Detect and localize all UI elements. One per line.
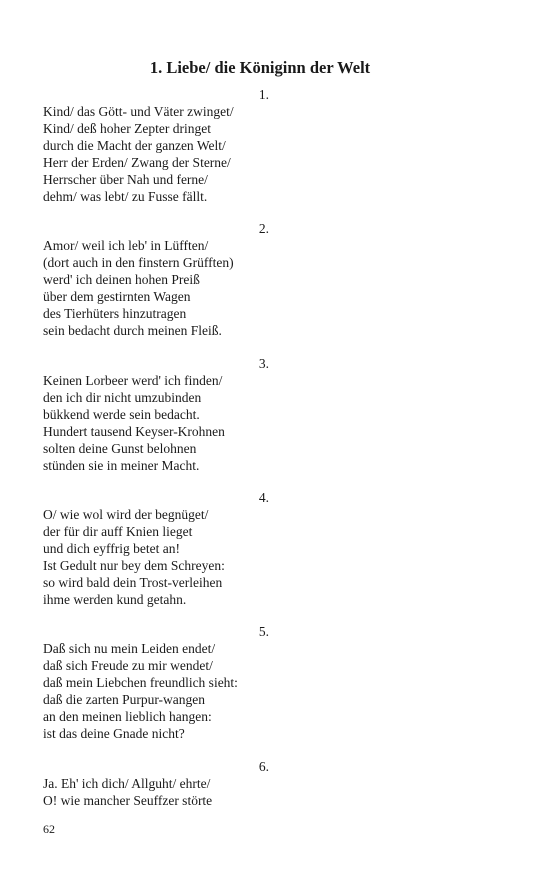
verse-line: über dem gestirnten Wagen xyxy=(43,289,191,304)
verse-line: der für dir auff Knien lieget xyxy=(43,524,193,539)
verse-line: an den meinen lieblich hangen: xyxy=(43,709,212,724)
stanza-number: 1. xyxy=(258,87,269,102)
verse-line: dehm/ was lebt/ zu Fusse fällt. xyxy=(43,189,208,204)
verse-line: so wird bald dein Trost-verleihen xyxy=(43,575,223,590)
verse-line: Ist Gedult nur bey dem Schreyen: xyxy=(43,558,225,573)
verse-line: Herr der Erden/ Zwang der Sterne/ xyxy=(43,155,231,170)
stanza-1 xyxy=(43,86,269,205)
poem-title: 1. Liebe/ die Königinn der Welt xyxy=(149,58,371,77)
stanza-number: 6. xyxy=(258,759,269,774)
verse-line: Keinen Lorbeer werd' ich finden/ xyxy=(43,373,223,388)
stanza-number: 5. xyxy=(258,624,269,639)
verse-line: ihme werden kund getahn. xyxy=(43,592,187,607)
stanza-number: 4. xyxy=(258,490,269,505)
stanza-5 xyxy=(43,623,269,742)
verse-line: Amor/ weil ich leb' in Lüfften/ xyxy=(43,238,209,253)
stanza-4 xyxy=(43,489,269,608)
verse-line: des Tierhüters hinzutragen xyxy=(43,306,187,321)
verse-line: werd' ich deinen hohen Preiß xyxy=(43,272,200,287)
verse-line: Daß sich nu mein Leiden endet/ xyxy=(43,641,216,656)
stanza-number: 3. xyxy=(258,356,269,371)
verse-line: ist das deine Gnade nicht? xyxy=(43,726,185,741)
stanza-2 xyxy=(43,220,269,339)
verse-line: O/ wie wol wird der begnüget/ xyxy=(43,507,209,522)
verse-line: Kind/ deß hoher Zepter dringet xyxy=(43,121,211,136)
verse-line: und dich eyffrig betet an! xyxy=(43,541,180,556)
verse-line: O! wie mancher Seuffzer störte xyxy=(43,793,213,808)
stanza-number: 2. xyxy=(258,221,269,236)
stanza-6 xyxy=(43,758,269,809)
verse-line: den ich dir nicht umzubinden xyxy=(43,390,202,405)
verse-line: durch die Macht der ganzen Welt/ xyxy=(43,138,226,153)
verse-line: Kind/ das Gött- und Väter zwinget/ xyxy=(43,104,234,119)
verse-line: daß mein Liebchen freundlich sieht: xyxy=(43,675,238,690)
verse-line: stünden sie in meiner Macht. xyxy=(43,458,200,473)
verse-line: Ja. Eh' ich dich/ Allguht/ ehrte/ xyxy=(43,776,211,791)
stanza-3 xyxy=(43,355,269,474)
verse-line: sein bedacht durch meinen Fleiß. xyxy=(43,323,222,338)
verse-line: Herrscher über Nah und ferne/ xyxy=(43,172,208,187)
verse-line: solten deine Gunst belohnen xyxy=(43,441,197,456)
verse-line: daß sich Freude zu mir wendet/ xyxy=(43,658,213,673)
verse-line: Hundert tausend Keyser-Krohnen xyxy=(43,424,225,439)
page-number: 62 xyxy=(43,822,55,836)
verse-line: bükkend werde sein bedacht. xyxy=(43,407,200,422)
verse-line: daß die zarten Purpur-wangen xyxy=(43,692,206,707)
verse-line: (dort auch in den finstern Grüfften) xyxy=(43,255,234,270)
